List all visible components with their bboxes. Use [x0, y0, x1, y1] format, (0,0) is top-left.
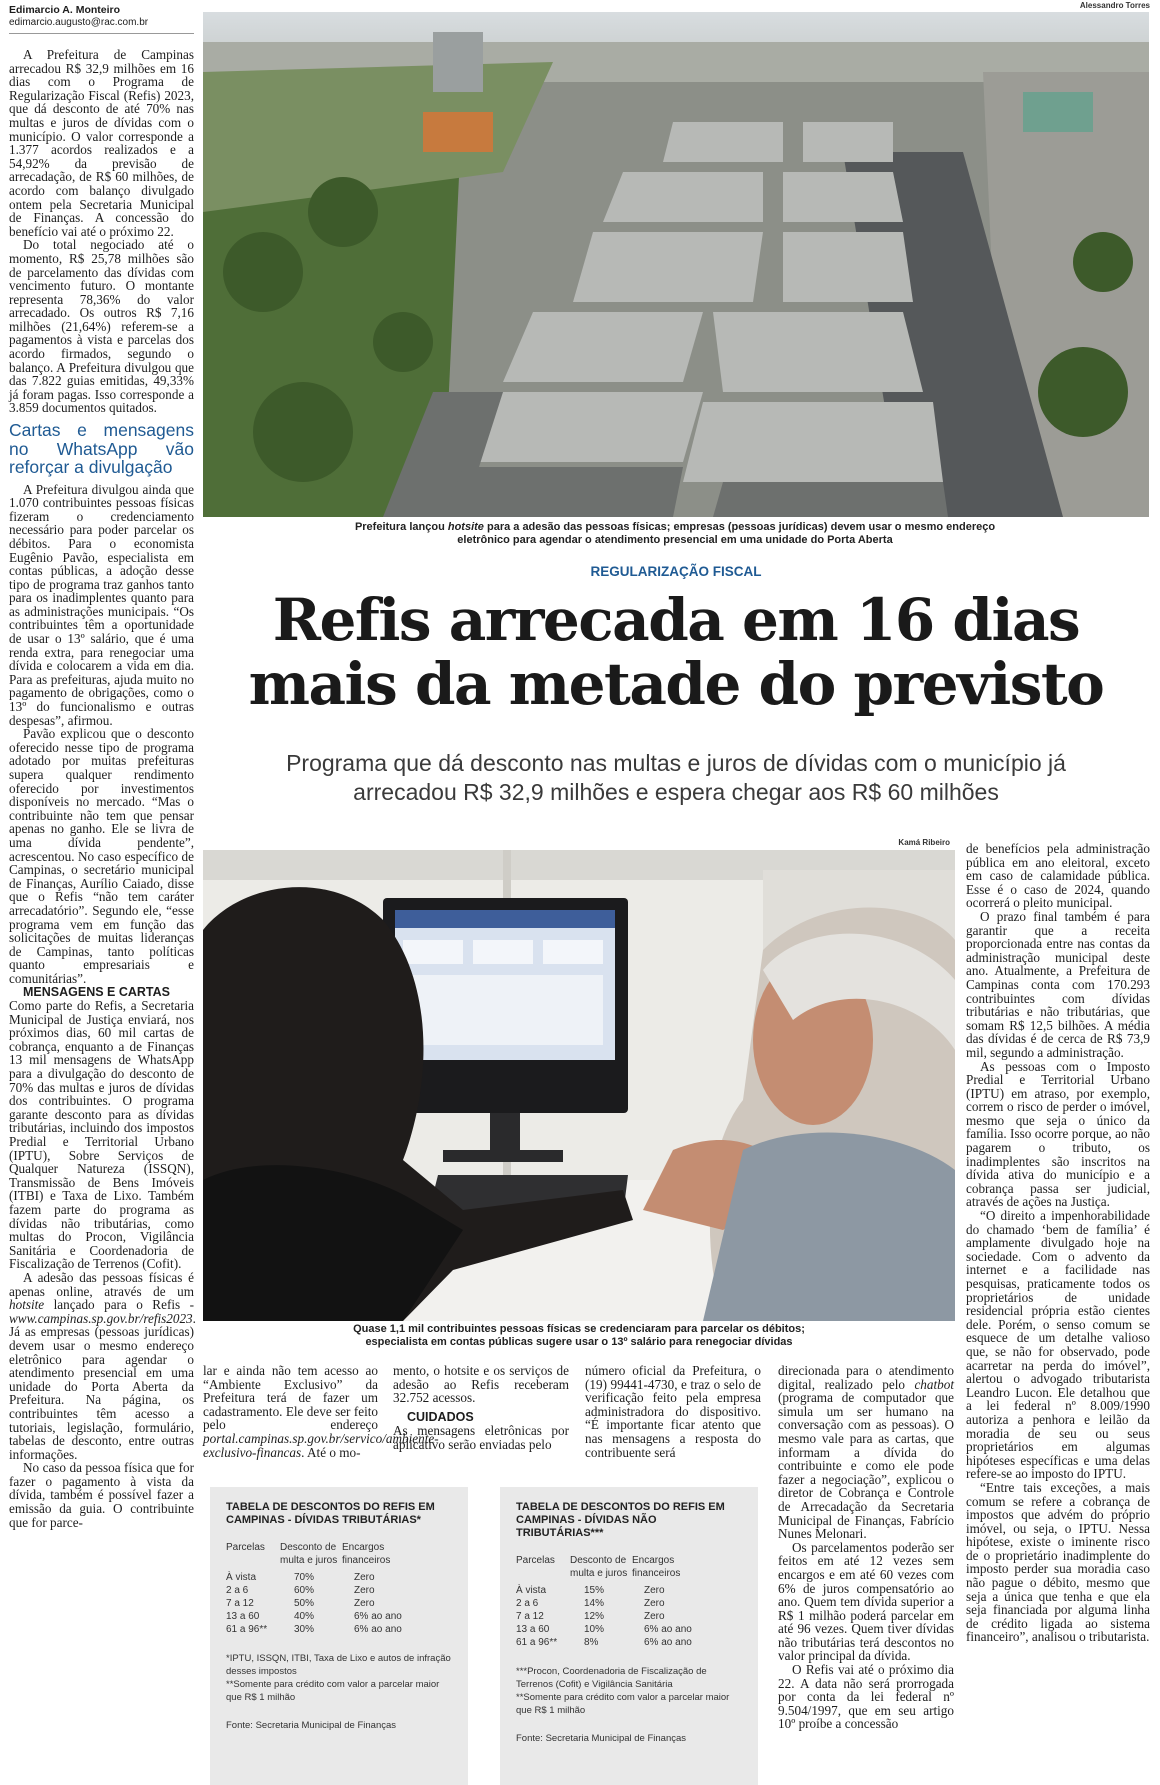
table-note: **Somente para crédito com valor a parcelar maior que R$ 1 milhão — [516, 1692, 730, 1716]
cell: 40% — [294, 1611, 315, 1622]
cell: À vista — [226, 1572, 257, 1583]
table-notes — [516, 1665, 742, 1717]
paragraph: “O direito a impenhorabilidade do chamado ‘bem de família’ é amplamente divulgado hoje na sociedade. Com o advento da internet e a facilidade nas pesquisas, praticamente todos os proprietários de unidade residencial própria estão cientes dele. Porém, o senso comum se esquece de um detalhe valioso que, se não for observado, pode acarretar na perda do imóvel”, alertou o advogado tributarista Leandro Lucon. Ele detalhou que a lei federal nº 8.009/1990 autoriza a penhora e leilão da moradia de seu ou seus proprietários em algumas hipóteses específicas e uma delas refere-se ao imposto do IPTU. — [966, 1208, 1150, 1482]
cell: À vista — [516, 1585, 547, 1596]
body-column-d — [778, 1364, 954, 1731]
col-header: Desconto de multa e juros — [280, 1542, 338, 1566]
table-title-line: TABELA DE DESCONTOS DO REFIS EM — [226, 1501, 435, 1513]
intertitle: MENSAGENS E CARTAS — [23, 984, 171, 999]
text: Prefeitura lançou — [354, 521, 448, 533]
photo-caption — [203, 1323, 955, 1349]
cell: Zero — [354, 1585, 375, 1596]
table-row — [516, 1610, 742, 1623]
cell: 2 a 6 — [226, 1585, 249, 1596]
table-title-line: TABELA DE DESCONTOS DO REFIS EM — [516, 1501, 725, 1513]
col-header: Desconto de multa e juros — [570, 1555, 628, 1579]
table-title-line: CAMPINAS - DÍVIDAS TRIBUTÁRIAS* — [226, 1514, 421, 1526]
paragraph: O prazo final também é para garantir que a receita proporcionada entre nas contas da administração municipal deste ano. Atualmente, a Prefeitura de Campinas conta com 170.293 contribuintes com dívidas tributárias e não tributárias, que somam R$ 12,5 bilhões. A média das dívidas é de cerca de R$ 73,9 mil, segundo a administração. — [966, 908, 1150, 1060]
paragraph — [778, 1364, 954, 1541]
paragraph: de benefícios pela administração pública em ano eleitoral, exceto em caso de calamidade pública. Esse é o caso de 2024, quando ocorrerá o pleito municipal. — [966, 841, 1150, 911]
table-row — [226, 1597, 452, 1610]
table-row — [226, 1623, 452, 1636]
paragraph: número oficial da Prefeitura, o (19) 99441-4730, e traz o selo de verificação feito pela empresa administradora do dispositivo. “É importante ficar atento que nas mensagens a resposta do contribuente será — [585, 1363, 761, 1460]
cell: 50% — [294, 1598, 315, 1609]
text: direcionada para o atendimento digital, realizado pelo — [778, 1363, 954, 1392]
table-source: Fonte: Secretaria Municipal de Finanças — [226, 1720, 397, 1731]
left-column — [9, 48, 194, 1529]
photo-credit: Alessandro Torres — [1079, 1, 1150, 10]
text: A adesão das pessoas físicas é apenas online, através de um — [9, 1269, 194, 1299]
text: (programa de computador que simula um ser humano na conversação com as pessoas). O mesmo vale para as cartas, que informam a dívida do contribuinte e como ele pode fazer a negociação”, explicou o diretor de Cobrança e Controle de Arrecadação da Secretaria Municipal de Finanças, Fabrício Nunes Melonari. — [778, 1390, 954, 1542]
text: . Já as empresas (pessoas jurídicas) devem usar o mesmo endereço eletrônico para agendar o atendimento presencial em uma unidade do Porta Aberta da Prefeitura. Na página, os contribuintes têm acesso a tutoriais, legislação, formulário, tabelas de desconto, entre outras informações. — [9, 1310, 196, 1462]
paragraph: Como parte do Refis, a Secretaria Municipal de Justiça enviará, nos próximos dias, 60 mil cartas de cobrança, enquanto a de Finanças 13 mil mensagens de WhatsApp para a divulgação do desconto de 70% das multas e juros de dívidas dos contribuintes. O programa garante desconto para as dívidas tributárias, incluindo dos impostos Predial e Territorial Urbano (IPTU), Sobre Serviços de Qualquer Natureza (ISSQN), Transmissão de Bens Imóveis (ITBI) e Taxa de Lixo. Também fazem parte do programa as dívidas não tributárias, como multas do Procon, Vigilância Sanitária e Coordenadoria de Fiscalização de Terrenos (Cofit). — [9, 998, 194, 1272]
text: para a adesão das pessoas físicas; empresas (pessoas jurídicas) devem usar o mesmo endereço eletrônico para agendar o atendimento presencial em uma unidade do Porta Aberta — [457, 521, 996, 546]
table-body — [516, 1584, 742, 1649]
text: lançado para o Refis - — [44, 1297, 194, 1313]
paragraph: Os parcelamentos poderão ser feitos em até 12 vezes sem encargos e em até 60 vezes com 6% de juros compensatório ao ano. Quem tem dívida superior a R$ 1 milhão poderá parcelar em até 96 vezes. Quem tiver dívidas não tributárias terá descontos no valor principal da dívida. — [778, 1539, 954, 1664]
byline — [9, 4, 194, 29]
table-notes — [226, 1652, 452, 1704]
table-row — [226, 1571, 452, 1584]
computer-photo — [203, 850, 955, 1321]
paragraph: Do total negociado até o momento, R$ 25,78 milhões são de parcelamento das dívidas com vencimento futuro. O montante representa 78,36% do valor arrecadado. Os outros R$ 7,16 milhões (21,64%) referem-se a pagamentos à vista e parcelas dos acordo firmados, segundo o balanço. A Prefeitura divulgou que das 7.822 guias emitidas, 49,33% já foram pagas. Isso corresponde a 3.859 documentos quitados. — [9, 237, 194, 416]
table-row — [516, 1623, 742, 1636]
cell: Zero — [644, 1585, 665, 1596]
link-text: www.campinas.sp.gov.br/refis2023 — [9, 1310, 193, 1326]
paragraph: No caso da pessoa física que for fazer o pagamento à vista da dívida, também é possível fazer a emissão da guia. O contribuinte que for parce- — [9, 1460, 194, 1530]
paragraph: As pessoas com o Imposto Predial e Territorial Urbano (IPTU) em atraso, por exemplo, correm o risco de perder o imóvel, mesmo que seja o único da família. Isso ocorre porque, ao não pagarem o tributo, os inadimplentes são inscritos na dívida ativa do município e a cobrança passa ser judicial, através de ações na Justiça. — [966, 1058, 1150, 1210]
text: hotsite — [9, 1297, 45, 1313]
right-column — [966, 842, 1150, 1644]
cell: 2 a 6 — [516, 1598, 539, 1609]
table-note: ***Procon, Coordenadoria de Fiscalização de Terrenos (Cofit) e Vigilância Sanitária — [516, 1666, 707, 1690]
cell: Zero — [644, 1598, 665, 1609]
intertitle: CUIDADOS — [407, 1409, 474, 1424]
text: . Até o mo- — [301, 1444, 361, 1460]
photo-caption — [330, 521, 1020, 547]
paragraph: “Entre tais exceções, a mais comum se refere a cobrança de impostos que advém do próprio imóvel, ou seja, o IPTU. Nessa hipótese, existe o iminente risco de o proprietário inadimplente do imposto perder sua moradia caso não pague o débito, mesmo que seja a única que tenha e que ela seja financiada por alguma linha de crédito ligada ao sistema financeiro”, analisou o tributarista. — [966, 1479, 1150, 1645]
headline-line: mais da metade do previsto — [248, 650, 1104, 718]
cell: 14% — [584, 1598, 605, 1609]
byline-email: edimarcio.augusto@rac.com.br — [9, 17, 149, 28]
paragraph: As mensagens eletrônicas por aplicativo serão enviadas pelo — [393, 1423, 569, 1452]
caption-line: Quase 1,1 mil contribuintes pessoas físicas se credenciaram para parcelar os débitos; — [353, 1323, 805, 1335]
col-header: Parcelas — [226, 1542, 265, 1553]
cell: 6% ao ano — [644, 1624, 692, 1635]
body-column-b — [393, 1364, 569, 1452]
aerial-photo — [203, 12, 1149, 517]
headline — [203, 588, 1149, 716]
table-row — [516, 1597, 742, 1610]
text: chatbot — [914, 1376, 954, 1392]
table-body — [226, 1571, 452, 1636]
cell: 7 a 12 — [516, 1611, 544, 1622]
paragraph: A Prefeitura de Campinas arrecadou R$ 32,9 milhões em 16 dias com o Programa de Regularização Fiscal (Refis) 2023, que dá desconto de até 70% nas multas e juros de dívidas com o município. O valor corresponde a 1.377 acordos realizados e a 54,92% da previsão de arrecadação, de R$ 60 milhões, de acordo com balanço divulgado ontem pela Secretaria Municipal de Finanças. A concessão do benefício vai até o próximo 22. — [9, 47, 194, 239]
table-title — [226, 1501, 452, 1527]
cell: 70% — [294, 1572, 315, 1583]
table-title — [516, 1501, 742, 1540]
cell: 6% ao ano — [644, 1637, 692, 1648]
discount-table-nao-tributarias — [500, 1487, 758, 1785]
table-row — [516, 1636, 742, 1649]
table-row — [226, 1584, 452, 1597]
byline-divider — [9, 33, 194, 34]
link-text: portal.campinas.sp.gov.br/servico/ambiente-exclusivo-financas — [203, 1430, 439, 1460]
paragraph: O Refis vai até o próximo dia 22. A data não será prorrogada por conta da lei federal nº 9.504/1997, que em seu artigo 10º proíbe a concessão — [778, 1662, 954, 1732]
paragraph: A Prefeitura divulgou ainda que 1.070 contribuintes pessoas físicas fizeram o credenciamento necessário para poder parcelar os débitos. Para o economista Eugênio Pavão, especialista em contas públicas, a adoção desse tipo de programa traz ganhos tanto para os inadimplentes quanto para as administrações municipais. “Os contribuintes têm a oportunidade de usar o 13º salário, que é uma renda extra, para renegociar uma dívida e colocarem a vida em dia. Para as prefeituras, ajuda muito no pagamento de obrigações, como o 13º do funcionalismo e outras despesas”, afirmou. — [9, 481, 194, 728]
table-header — [516, 1554, 742, 1580]
discount-table-tributarias — [210, 1487, 468, 1785]
paragraph — [9, 1271, 194, 1461]
cell: 6% ao ano — [354, 1611, 402, 1622]
deck-line: Programa que dá desconto nas multas e juros de dívidas com o município já — [286, 750, 1066, 776]
cell: 15% — [584, 1585, 605, 1596]
col-header: Encargos financeiros — [342, 1542, 391, 1566]
deck-line: arrecadou R$ 32,9 milhões e espera chegar aos R$ 60 milhões — [353, 779, 999, 805]
table-row — [226, 1610, 452, 1623]
paragraph: Pavão explicou que o desconto oferecido nesse tipo de programa adotado por muitas prefeituras supera qualquer rendimento oferecido por investimentos disponíveis no mercado. “Mas o contribuinte não tem que pensar apenas no ganho. Ele se livra de uma dívida pendente”, acrescentou. No caso específico de Campinas, o secretário municipal de Finanças, Aurílio Caiado, disse que o Refis “não tem caráter arrecadatório”. Segundo ele, “esse programa vem em função das solicitações de muitas lideranças de Campinas, tanto políticas quanto empresariais e comunitárias”. — [9, 726, 194, 986]
col-header: Parcelas — [516, 1555, 555, 1566]
kicker: REGULARIZAÇÃO FISCAL — [590, 564, 762, 579]
byline-author: Edimarcio A. Monteiro — [9, 4, 121, 16]
cell: 8% — [584, 1637, 599, 1648]
text: lar e ainda não tem acesso ao “Ambiente Exclusivo” da Prefeitura terá de fazer um cadastramento. Ele deve ser feito pelo endereço — [203, 1363, 378, 1433]
cell: Zero — [354, 1598, 375, 1609]
computer-photo-image — [203, 850, 955, 1321]
subheading: Cartas e mensagens no WhatsApp vão reforçar a divulgação — [9, 420, 194, 478]
paragraph — [203, 1363, 439, 1460]
cell: Zero — [354, 1572, 375, 1583]
aerial-photo-image — [203, 12, 1149, 517]
cell: 61 a 96** — [516, 1637, 558, 1648]
cell: 12% — [584, 1611, 605, 1622]
cell: 6% ao ano — [354, 1624, 402, 1635]
body-column-a — [203, 1363, 439, 1460]
table-header — [226, 1541, 452, 1567]
cell: Zero — [644, 1611, 665, 1622]
cell: 13 a 60 — [226, 1611, 260, 1622]
table-title-line: CAMPINAS - DÍVIDAS NÃO TRIBUTÁRIAS*** — [516, 1514, 657, 1539]
photo-credit: Kamá Ribeiro — [898, 838, 950, 847]
deck — [203, 749, 1149, 807]
headline-line: Refis arrecada em 16 dias — [272, 586, 1080, 654]
paragraph: mento, o hotsite e os serviços de adesão ao Refis receberam 32.752 acessos. — [393, 1363, 569, 1406]
text: hotsite — [447, 521, 484, 533]
cell: 7 a 12 — [226, 1598, 254, 1609]
table-row — [516, 1584, 742, 1597]
cell: 61 a 96** — [226, 1624, 268, 1635]
cell: 60% — [294, 1585, 315, 1596]
table-source: Fonte: Secretaria Municipal de Finanças — [516, 1733, 687, 1744]
table-note: **Somente para crédito com valor a parcelar maior que R$ 1 milhão — [226, 1679, 440, 1703]
cell: 13 a 60 — [516, 1624, 550, 1635]
table-note: *IPTU, ISSQN, ITBI, Taxa de Lixo e autos de infração desses impostos — [226, 1653, 451, 1677]
col-header: Encargos financeiros — [632, 1555, 681, 1579]
cell: 30% — [294, 1624, 315, 1635]
caption-line: especialista em contas públicas sugere usar o 13º salário para renegociar dívidas — [365, 1336, 793, 1348]
body-column-c — [585, 1364, 761, 1459]
cell: 10% — [584, 1624, 605, 1635]
